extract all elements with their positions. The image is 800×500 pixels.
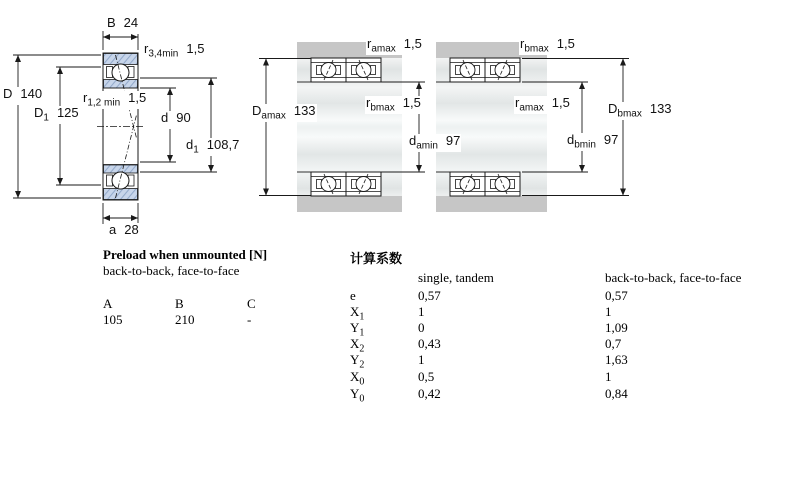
dim-value: 140 xyxy=(20,86,43,101)
dim-symbol: d xyxy=(567,132,575,147)
dim-symbol: D xyxy=(608,101,618,116)
factors-col2-header: back-to-back, face-to-face xyxy=(605,270,742,285)
factor-sym-sub: 1 xyxy=(359,311,365,323)
factors-row-e xyxy=(350,288,790,304)
dim-value: 133 xyxy=(293,103,316,118)
bearing-pair-top xyxy=(450,58,520,82)
dim-value: 97 xyxy=(603,132,619,147)
housing-band-bottom xyxy=(436,196,547,212)
factor-symbol xyxy=(350,352,364,371)
preload-value: 210 xyxy=(175,312,195,327)
dim-label-r12min xyxy=(82,91,147,109)
dim-value: 1,5 xyxy=(551,95,570,110)
dim-subscript: 1 xyxy=(43,112,49,124)
dim-label-ramax xyxy=(366,37,423,55)
preload-col-header: C xyxy=(247,296,256,311)
dim-symbol: d xyxy=(161,110,169,125)
dim-label-d1 xyxy=(185,138,240,156)
preload-col-header: B xyxy=(175,296,184,311)
preload-subtitle: back-to-back, face-to-face xyxy=(103,263,240,278)
dim-symbol: d xyxy=(409,133,417,148)
dim-value: 1,5 xyxy=(128,90,147,105)
dim-value: 28 xyxy=(124,222,139,237)
dim-subscript: bmax xyxy=(370,102,395,114)
dim-subscript: bmax xyxy=(617,108,642,120)
factor-single-value: 0,57 xyxy=(418,288,441,303)
factor-sym-text: Y xyxy=(350,320,360,335)
factor-paired-value: 0,57 xyxy=(605,288,628,303)
dim-subscript: 1 xyxy=(193,144,199,156)
factor-single-value: 0,42 xyxy=(418,386,441,401)
dim-symbol: d xyxy=(186,137,194,152)
dim-label-Dbmax xyxy=(607,102,673,120)
preload-value: - xyxy=(247,312,252,327)
dim-subscript: bmin xyxy=(574,139,596,151)
factor-single-value: 0 xyxy=(418,320,425,335)
housing-band-bottom xyxy=(297,196,402,212)
ball xyxy=(495,177,510,192)
ball xyxy=(495,63,510,78)
dim-label-dbmin xyxy=(566,133,619,151)
factor-sym-sub: 2 xyxy=(359,343,365,355)
factor-paired-value: 1 xyxy=(605,304,612,319)
factor-paired-value: 1,09 xyxy=(605,320,628,335)
dim-value: 133 xyxy=(649,101,672,116)
factors-row-X0 xyxy=(350,369,790,388)
dim-subscript: amax xyxy=(519,102,544,114)
ball xyxy=(112,172,129,189)
ball xyxy=(460,63,475,78)
dim-subscript: 1,2 min xyxy=(87,97,121,109)
dim-label-D1 xyxy=(33,106,80,124)
dim-subscript: 3,4min xyxy=(148,48,179,60)
dim-symbol: D xyxy=(34,105,44,120)
dim-value: 24 xyxy=(123,15,139,30)
factors-row-Y0 xyxy=(350,386,790,405)
bearing-pair-bottom xyxy=(311,172,381,196)
factor-single-value: 0,43 xyxy=(418,336,441,351)
dim-symbol: r xyxy=(367,36,372,51)
arrangement-back-to-back xyxy=(297,42,402,212)
left-bearing-section xyxy=(97,53,147,200)
bearing-pair-bottom xyxy=(450,172,520,196)
dim-symbol: B xyxy=(107,15,116,30)
factors-col1-header: single, tandem xyxy=(418,270,494,285)
dim-subscript: amax xyxy=(261,110,286,122)
dim-label-r34min xyxy=(143,42,205,60)
dim-label-rbmax xyxy=(365,96,422,114)
dim-subscript: amin xyxy=(416,140,438,152)
dim-symbol: r xyxy=(144,41,149,56)
factor-paired-value: 0,7 xyxy=(605,336,622,351)
dim-value: 1,5 xyxy=(556,36,575,51)
outer-ring-top xyxy=(104,54,138,65)
arrangement-face-to-face xyxy=(436,42,547,212)
dim-symbol: a xyxy=(109,222,117,237)
factor-sym-text: e xyxy=(350,288,356,303)
dim-value: 1,5 xyxy=(186,41,205,56)
dim-label-damin xyxy=(408,134,461,152)
factor-symbol xyxy=(350,369,364,388)
dim-label-d xyxy=(160,111,192,129)
factor-single-value: 0,5 xyxy=(418,369,435,384)
factors-row-X2 xyxy=(350,336,790,355)
dim-symbol: D xyxy=(252,103,262,118)
ball xyxy=(112,64,129,81)
factor-paired-value: 1 xyxy=(605,369,612,384)
dim-symbol: D xyxy=(3,86,13,101)
dim-label-ramax-2 xyxy=(514,96,571,114)
factor-sym-text: X xyxy=(350,369,360,384)
dim-symbol: r xyxy=(83,90,88,105)
factor-sym-text: Y xyxy=(350,386,360,401)
dim-value: 108,7 xyxy=(206,137,240,152)
dim-symbol: r xyxy=(520,36,525,51)
ball xyxy=(321,177,336,192)
factor-paired-value: 1,63 xyxy=(605,352,628,367)
factors-title: 计算系数 xyxy=(350,251,403,266)
factors-row-X1 xyxy=(350,304,790,323)
dim-subscript: amax xyxy=(371,43,396,55)
dim-value: 1,5 xyxy=(402,95,421,110)
dim-symbol: r xyxy=(366,95,371,110)
factor-sym-sub: 1 xyxy=(359,327,365,339)
factor-symbol xyxy=(350,386,364,405)
factors-row-Y2 xyxy=(350,352,790,371)
ball xyxy=(356,177,371,192)
ball xyxy=(321,63,336,78)
factor-single-value: 1 xyxy=(418,352,425,367)
dim-label-D xyxy=(2,87,43,105)
factor-sym-text: X xyxy=(350,336,360,351)
dim-label-rbmax-2 xyxy=(519,37,576,55)
dim-label-a xyxy=(108,223,140,241)
preload-col-header: A xyxy=(103,296,113,311)
dim-symbol: r xyxy=(515,95,520,110)
ball xyxy=(356,63,371,78)
factor-single-value: 1 xyxy=(418,304,425,319)
dim-value: 90 xyxy=(176,110,191,125)
dim-value: 1,5 xyxy=(403,36,422,51)
outer-ring-bottom xyxy=(104,189,138,200)
factor-sym-sub: 2 xyxy=(359,359,365,371)
preload-title: Preload when unmounted [N] xyxy=(103,247,268,262)
dim-label-Damax xyxy=(251,104,317,122)
factor-sym-sub: 0 xyxy=(359,376,365,388)
factors-row-Y1 xyxy=(350,320,790,339)
dim-value: 97 xyxy=(445,133,461,148)
dim-value: 125 xyxy=(56,105,79,120)
preload-value: 105 xyxy=(103,312,123,327)
factor-sym-text: X xyxy=(350,304,360,319)
dim-subscript: bmax xyxy=(524,43,549,55)
dim-label-B xyxy=(106,16,139,34)
bearing-pair-top xyxy=(311,58,381,82)
factor-sym-sub: 0 xyxy=(359,393,365,405)
factor-sym-text: Y xyxy=(350,352,360,367)
factor-paired-value: 0,84 xyxy=(605,386,628,401)
ball xyxy=(460,177,475,192)
